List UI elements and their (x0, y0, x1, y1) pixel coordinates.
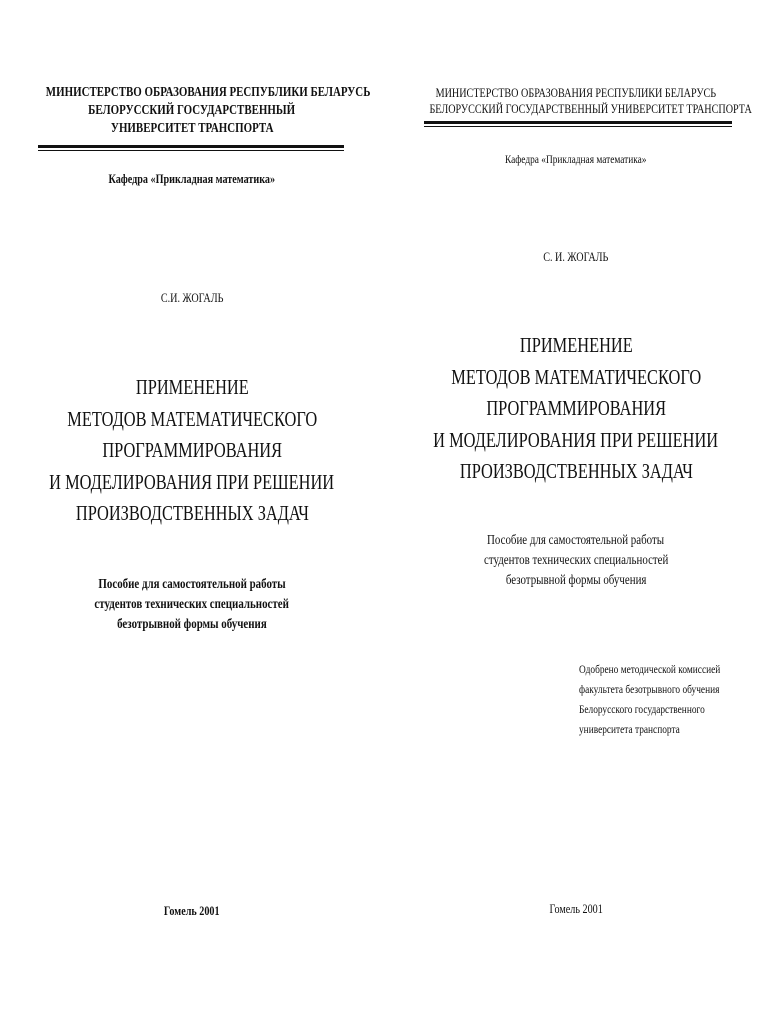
title-line: ПРОИЗВОДСТВЕННЫХ ЗАДАЧ (75, 501, 309, 525)
city-year (0, 903, 384, 919)
department-label (384, 152, 768, 167)
title-line: ПРИМЕНЕНИЕ (519, 333, 633, 357)
title-line: И МОДЕЛИРОВАНИЯ ПРИ РЕШЕНИИ (49, 469, 335, 494)
approval-line: Белорусского государственного (579, 702, 705, 716)
department-label (0, 171, 384, 187)
header-rule-thick (38, 145, 344, 148)
ministry-line: БЕЛОРУССКИЙ ГОСУДАРСТВЕННЫЙ УНИВЕРСИТЕТ ТРАНСПОРТА (429, 101, 752, 116)
subtitle-line: безотрывной формы обучения (505, 573, 647, 588)
subtitle-line: студентов технических специальностей (483, 553, 669, 568)
city-year (384, 901, 768, 917)
subtitle-line: Пособие для самостоятельной работы (487, 533, 665, 548)
ministry-header (384, 85, 768, 117)
ministry-line: БЕЛОРУССКИЙ ГОСУДАРСТВЕННЫЙ (88, 103, 296, 118)
header-rule-thick (424, 121, 732, 124)
ministry-header (0, 84, 384, 138)
approval-line: университета транспорта (579, 722, 680, 736)
ministry-line: МИНИСТЕРСТВО ОБРАЗОВАНИЯ РЕСПУБЛИКИ БЕЛАРУСЬ (45, 85, 371, 100)
city-year-text: Гомель 2001 (164, 903, 220, 918)
subtitle-line: Пособие для самостоятельной работы (98, 577, 286, 592)
ministry-line: МИНИСТЕРСТВО ОБРАЗОВАНИЯ РЕСПУБЛИКИ БЕЛАРУСЬ (435, 85, 717, 100)
header-rule-thin (38, 150, 344, 151)
ministry-line: УНИВЕРСИТЕТ ТРАНСПОРТА (110, 121, 274, 136)
right-page (384, 0, 768, 1024)
approval-note (579, 659, 764, 739)
title-line: ПРОИЗВОДСТВЕННЫХ ЗАДАЧ (459, 459, 693, 483)
title-line: МЕТОДОВ МАТЕМАТИЧЕСКОГО (67, 406, 317, 431)
book-subtitle (384, 531, 768, 591)
approval-line: факультета безотрывного обучения (579, 682, 720, 696)
title-line: И МОДЕЛИРОВАНИЯ ПРИ РЕШЕНИИ (433, 427, 719, 452)
title-line: ПРОГРАММИРОВАНИЯ (102, 438, 282, 462)
author-text: С. И. ЖОГАЛЬ (543, 249, 609, 264)
book-title (0, 372, 384, 530)
department-text: Кафедра «Прикладная математика» (505, 152, 647, 166)
title-line: МЕТОДОВ МАТЕМАТИЧЕСКОГО (451, 364, 701, 389)
approval-line: Одобрено методической комиссией (579, 662, 721, 676)
subtitle-line: студентов технических специальностей (94, 597, 290, 612)
book-subtitle (0, 575, 384, 635)
author-text: С.И. ЖОГАЛЬ (160, 290, 224, 305)
department-text: Кафедра «Прикладная математика» (108, 171, 276, 186)
header-rule-thin (424, 126, 732, 127)
city-year-text: Гомель 2001 (549, 901, 603, 916)
subtitle-line: безотрывной формы обучения (117, 617, 267, 632)
title-line: ПРОГРАММИРОВАНИЯ (486, 396, 666, 420)
book-title (384, 330, 768, 488)
title-line: ПРИМЕНЕНИЕ (135, 375, 249, 399)
author-name (384, 249, 768, 265)
author-name (0, 290, 384, 306)
